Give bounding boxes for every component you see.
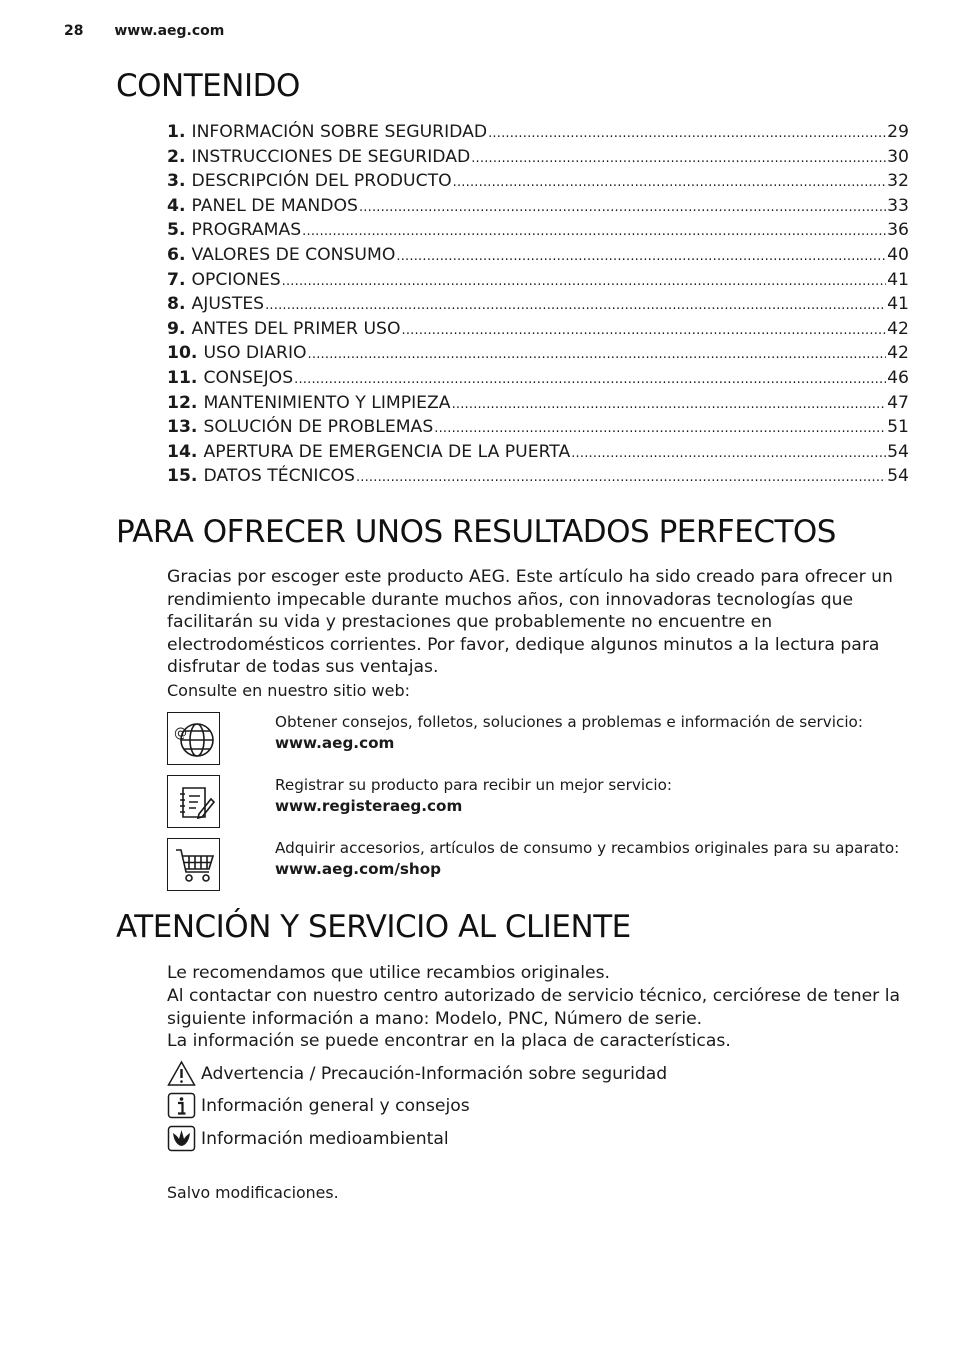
- info-icon: [167, 1092, 196, 1119]
- toc-page-number: 29: [887, 122, 909, 142]
- toc-leader-dots: [294, 368, 886, 393]
- intro-paragraph: [167, 566, 917, 679]
- intro-text: Gracias por escoger este producto AEG. Este artículo ha sido creado para ofrecer un rendimiento impecable durante muchos años, con innovadoras tecnologías que facilitarán su vida y prestaciones que probablemente no encuentre en electrodomésticos corrientes. Por favor, dedique algunos minutos a la lectura para disfrutar de todas sus ventajas.: [167, 567, 893, 678]
- toc-row[interactable]: [167, 292, 909, 317]
- toc-row[interactable]: [167, 145, 909, 170]
- toc-page-number: 30: [887, 146, 909, 167]
- contents-heading: CONTENIDO: [116, 68, 300, 104]
- web-item-link[interactable]: www.aeg.com/shop: [275, 860, 442, 878]
- web-item-text: Registrar su producto para recibir un mejor servicio:: [275, 776, 673, 794]
- toc-number: 3.: [167, 171, 186, 192]
- toc-leader-dots: [302, 220, 886, 245]
- consulte-label: Consulte en nuestro sitio web:: [167, 681, 410, 700]
- customer-service-heading: ATENCIÓN Y SERVICIO AL CLIENTE: [116, 909, 631, 945]
- toc-title: VALORES DE CONSUMO: [191, 244, 396, 265]
- toc-page-number: 42: [887, 343, 909, 364]
- legend-label: Información general y consejos: [201, 1095, 470, 1116]
- toc-leader-dots: [265, 294, 886, 319]
- toc-row[interactable]: [167, 317, 909, 342]
- toc-title: ANTES DEL PRIMER USO: [191, 318, 401, 339]
- toc-page-number: 54: [887, 466, 909, 487]
- toc-page-number: 51: [887, 417, 909, 438]
- toc-row[interactable]: [167, 268, 909, 293]
- table-of-contents: [167, 120, 909, 489]
- toc-row[interactable]: [167, 415, 909, 440]
- warning-triangle-icon: [167, 1060, 196, 1087]
- service-line: Al contactar con nuestro centro autorizado de servicio técnico, cerciórese de tener la siguiente información a mano: Modelo, PNC, Número de serie.: [167, 985, 901, 1029]
- toc-row[interactable]: [167, 464, 909, 489]
- toc-page-number: 41: [887, 294, 909, 315]
- toc-row[interactable]: [167, 440, 909, 465]
- toc-leader-dots: [453, 171, 887, 196]
- toc-title: DESCRIPCIÓN DEL PRODUCTO: [191, 171, 452, 192]
- web-item-text: Obtener consejos, folletos, soluciones a problemas e información de servicio:: [275, 713, 863, 731]
- toc-leader-dots: [471, 147, 886, 172]
- toc-page-number: 54: [887, 441, 909, 462]
- toc-title: DATOS TÉCNICOS: [203, 466, 355, 487]
- legend-label: Información medioambiental: [201, 1128, 449, 1149]
- toc-row[interactable]: [167, 120, 909, 145]
- legend-label: Advertencia / Precaución-Información sobre seguridad: [201, 1063, 668, 1084]
- header-url[interactable]: www.aeg.com: [114, 23, 225, 39]
- page-header: [64, 23, 224, 39]
- legend-warning: [167, 1060, 667, 1087]
- registration-form-icon: [167, 775, 220, 828]
- toc-number: 1.: [167, 122, 186, 142]
- toc-number: 13.: [167, 417, 198, 438]
- perfect-results-heading: PARA OFRECER UNOS RESULTADOS PERFECTOS: [116, 514, 836, 550]
- toc-title: PROGRAMAS: [191, 220, 302, 241]
- toc-leader-dots: [396, 245, 886, 270]
- toc-number: 5.: [167, 220, 186, 241]
- toc-page-number: 42: [887, 318, 909, 339]
- toc-leader-dots: [434, 417, 886, 442]
- toc-row[interactable]: [167, 243, 909, 268]
- toc-leader-dots: [571, 442, 886, 467]
- toc-leader-dots: [488, 122, 886, 147]
- toc-title: OPCIONES: [191, 269, 281, 290]
- toc-number: 4.: [167, 195, 186, 216]
- globe-at-icon: [167, 712, 220, 765]
- environment-icon: [167, 1125, 196, 1152]
- toc-title: PANEL DE MANDOS: [191, 195, 358, 216]
- toc-leader-dots: [308, 343, 887, 368]
- toc-row[interactable]: [167, 169, 909, 194]
- toc-title: INFORMACIÓN SOBRE SEGURIDAD: [191, 122, 488, 142]
- toc-title: USO DIARIO: [203, 343, 307, 364]
- toc-number: 10.: [167, 343, 198, 364]
- customer-service-text: [167, 962, 907, 1053]
- toc-title: INSTRUCCIONES DE SEGURIDAD: [191, 146, 471, 167]
- toc-row[interactable]: [167, 366, 909, 391]
- toc-number: 7.: [167, 269, 186, 290]
- toc-leader-dots: [401, 319, 886, 344]
- toc-row[interactable]: [167, 218, 909, 243]
- toc-number: 9.: [167, 318, 186, 339]
- toc-page-number: 36: [887, 220, 909, 241]
- toc-title: AJUSTES: [191, 294, 265, 315]
- toc-row[interactable]: [167, 194, 909, 219]
- shopping-cart-icon: [167, 838, 220, 891]
- legend-environment: [167, 1125, 449, 1152]
- web-item-text: Adquirir accesorios, artículos de consumo y recambios originales para su aparato:: [275, 839, 900, 857]
- toc-number: 2.: [167, 146, 186, 167]
- toc-title: CONSEJOS: [203, 367, 294, 388]
- web-item-link[interactable]: www.aeg.com: [275, 734, 395, 752]
- toc-page-number: 32: [887, 171, 909, 192]
- page-number: 28: [64, 23, 84, 39]
- toc-page-number: 41: [887, 269, 909, 290]
- toc-leader-dots: [359, 196, 886, 221]
- legend-info: [167, 1092, 470, 1119]
- salvo-note: Salvo modificaciones.: [167, 1183, 339, 1202]
- service-line: La información se puede encontrar en la placa de características.: [167, 1031, 731, 1052]
- toc-title: MANTENIMIENTO Y LIMPIEZA: [203, 392, 451, 413]
- toc-title: APERTURA DE EMERGENCIA DE LA PUERTA: [203, 441, 571, 462]
- toc-number: 15.: [167, 466, 198, 487]
- toc-leader-dots: [356, 466, 886, 491]
- toc-number: 12.: [167, 392, 198, 413]
- toc-number: 6.: [167, 244, 186, 265]
- service-line: Le recomendamos que utilice recambios originales.: [167, 963, 610, 983]
- toc-page-number: 46: [887, 367, 909, 388]
- web-item-link[interactable]: www.registeraeg.com: [275, 797, 463, 815]
- svg-text:@: @: [173, 725, 187, 741]
- toc-number: 11.: [167, 367, 198, 388]
- toc-number: 14.: [167, 441, 198, 462]
- toc-number: 8.: [167, 294, 186, 315]
- toc-leader-dots: [282, 270, 887, 295]
- toc-page-number: 47: [887, 392, 909, 413]
- toc-page-number: 40: [887, 244, 909, 265]
- toc-row[interactable]: [167, 391, 909, 416]
- toc-leader-dots: [452, 393, 887, 418]
- toc-title: SOLUCIÓN DE PROBLEMAS: [203, 417, 434, 438]
- toc-page-number: 33: [887, 195, 909, 216]
- toc-row[interactable]: [167, 341, 909, 366]
